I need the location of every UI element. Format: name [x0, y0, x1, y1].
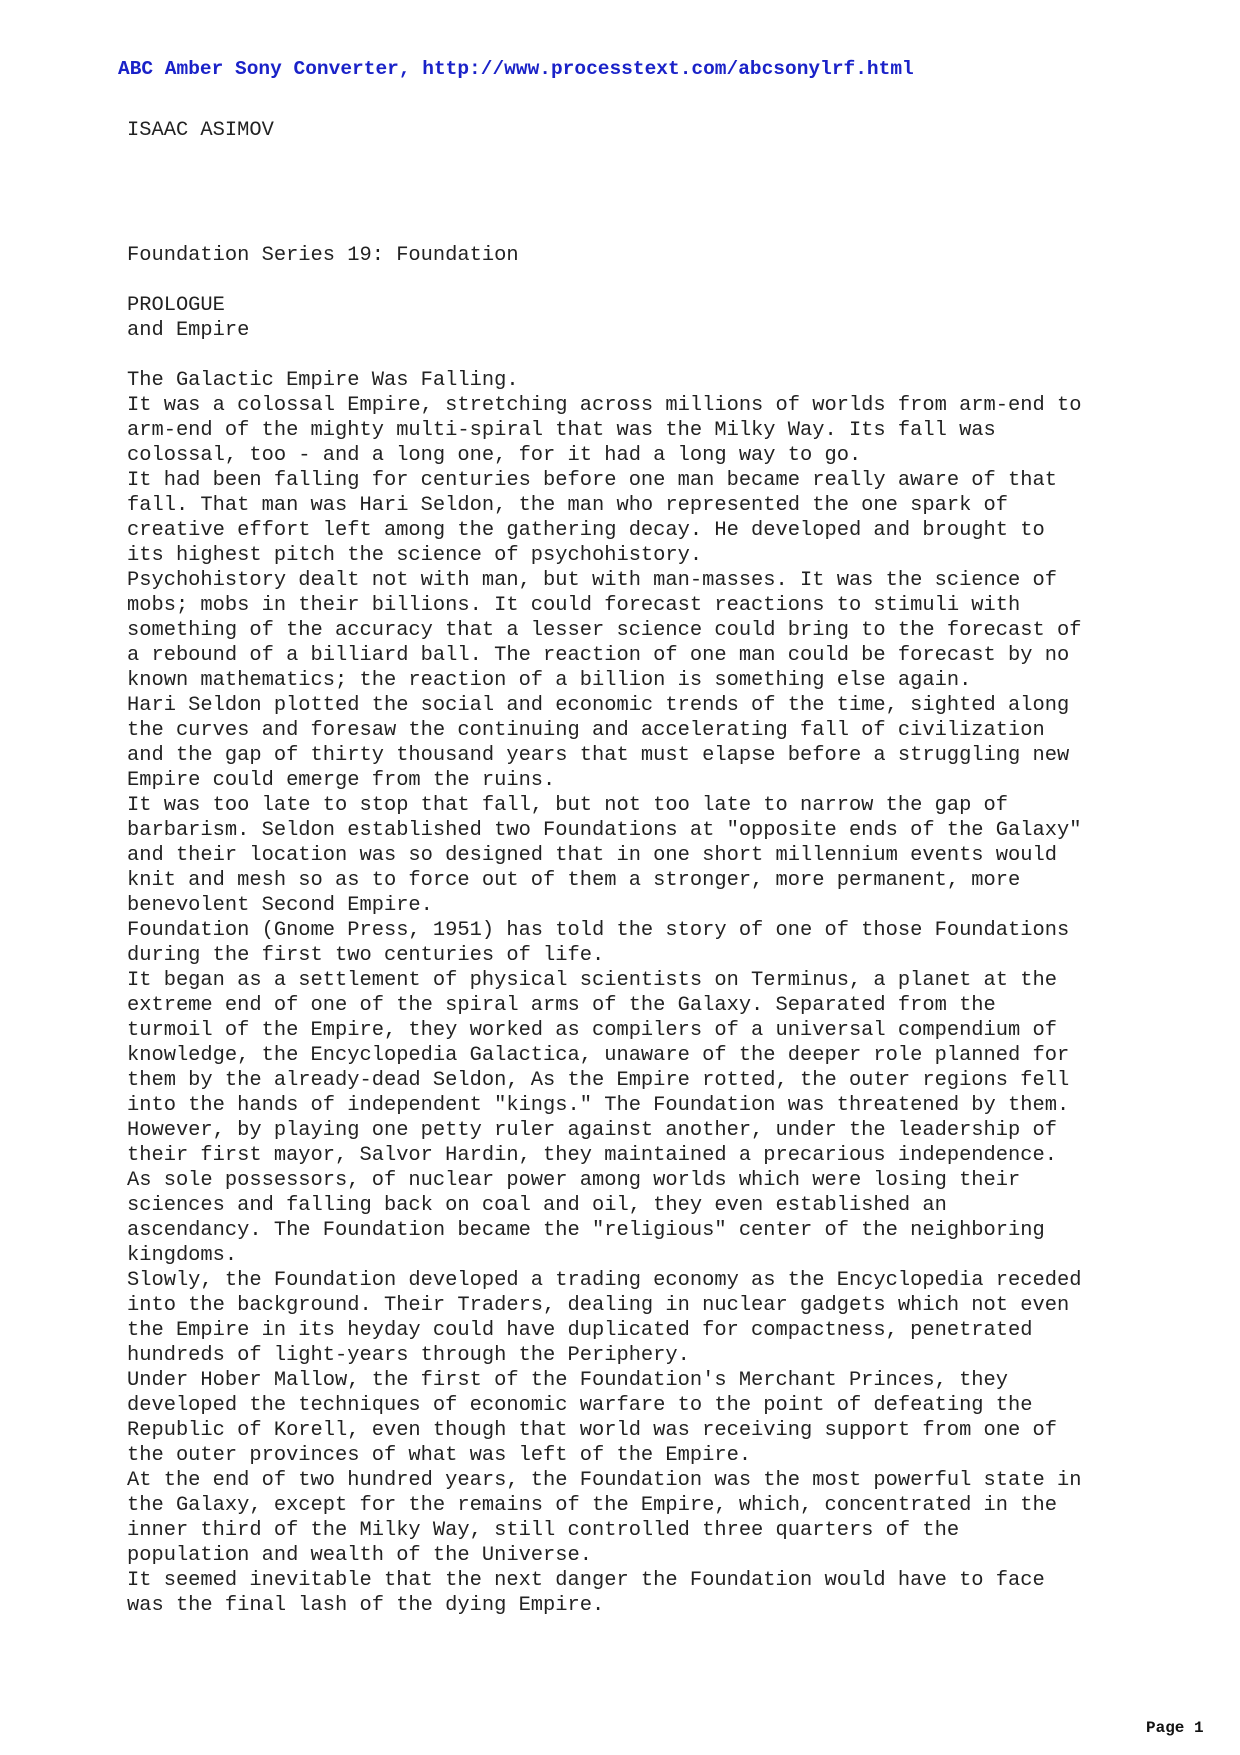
- body-line: them by the already-dead Seldon, As the Empire rotted, the outer regions fell: [127, 1069, 1070, 1092]
- body-line: At the end of two hundred years, the Foundation was the most powerful state in: [127, 1469, 1082, 1492]
- converter-header-link[interactable]: ABC Amber Sony Converter, http://www.processtext.com/abcsonylrf.html: [118, 58, 914, 80]
- body-line: fall. That man was Hari Seldon, the man who represented the one spark of: [127, 494, 1009, 517]
- body-line: barbarism. Seldon established two Foundations at "opposite ends of the Galaxy": [127, 819, 1082, 842]
- body-line: something of the accuracy that a lesser science could bring to the forecast of: [127, 619, 1082, 642]
- body-line: creative effort left among the gathering decay. He developed and brought to: [127, 519, 1045, 542]
- body-line: However, by playing one petty ruler against another, under the leadership of: [127, 1119, 1057, 1142]
- body-line: inner third of the Milky Way, still controlled three quarters of the: [127, 1519, 960, 1542]
- body-line: into the background. Their Traders, dealing in nuclear gadgets which not even: [127, 1294, 1070, 1317]
- body-line: It had been falling for centuries before one man became really aware of that: [127, 469, 1057, 492]
- body-line: It was too late to stop that fall, but not too late to narrow the gap of: [127, 794, 1009, 817]
- author-name: ISAAC ASIMOV: [127, 119, 274, 142]
- body-line: It was a colossal Empire, stretching across millions of worlds from arm-end to: [127, 394, 1082, 417]
- body-line: Under Hober Mallow, the first of the Foundation's Merchant Princes, they: [127, 1369, 1009, 1392]
- body-line: hundreds of light-years through the Periphery.: [127, 1344, 690, 1367]
- title-line: and Empire: [127, 319, 250, 342]
- body-line: their first mayor, Salvor Hardin, they maintained a precarious independence.: [127, 1144, 1057, 1167]
- body-line: and the gap of thirty thousand years that must elapse before a struggling new: [127, 744, 1070, 767]
- body-line: kingdoms.: [127, 1244, 238, 1267]
- title-line: Foundation Series 19: Foundation: [127, 244, 519, 267]
- body-line: turmoil of the Empire, they worked as compilers of a universal compendium of: [127, 1019, 1057, 1042]
- body-line: the outer provinces of what was left of the Empire.: [127, 1444, 752, 1467]
- body-line: during the first two centuries of life.: [127, 944, 605, 967]
- body-line: population and wealth of the Universe.: [127, 1544, 592, 1567]
- body-text: [127, 368, 1081, 1618]
- body-line: It seemed inevitable that the next danger the Foundation would have to face: [127, 1569, 1045, 1592]
- body-line: the Galaxy, except for the remains of the Empire, which, concentrated in the: [127, 1494, 1057, 1517]
- body-line: the Empire in its heyday could have duplicated for compactness, penetrated: [127, 1319, 1033, 1342]
- body-line: and their location was so designed that in one short millennium events would: [127, 844, 1057, 867]
- section-heading: PROLOGUE: [127, 294, 225, 317]
- body-line: knit and mesh so as to force out of them a stronger, more permanent, more: [127, 869, 1021, 892]
- page-number: Page 1: [1146, 1719, 1204, 1737]
- body-line: As sole possessors, of nuclear power among worlds which were losing their: [127, 1169, 1021, 1192]
- body-line: benevolent Second Empire.: [127, 894, 433, 917]
- body-line: Hari Seldon plotted the social and economic trends of the time, sighted along: [127, 694, 1070, 717]
- body-line: colossal, too - and a long one, for it had a long way to go.: [127, 444, 862, 467]
- body-line: Foundation (Gnome Press, 1951) has told the story of one of those Foundations: [127, 919, 1070, 942]
- body-line: the curves and foresaw the continuing and accelerating fall of civilization: [127, 719, 1045, 742]
- body-line: known mathematics; the reaction of a billion is something else again.: [127, 669, 972, 692]
- body-line: Psychohistory dealt not with man, but with man-masses. It was the science of: [127, 569, 1057, 592]
- body-line: ascendancy. The Foundation became the "religious" center of the neighboring: [127, 1219, 1045, 1242]
- body-line: a rebound of a billiard ball. The reaction of one man could be forecast by no: [127, 644, 1070, 667]
- body-line: extreme end of one of the spiral arms of the Galaxy. Separated from the: [127, 994, 996, 1017]
- body-line: Empire could emerge from the ruins.: [127, 769, 556, 792]
- body-line: mobs; mobs in their billions. It could forecast reactions to stimuli with: [127, 594, 1021, 617]
- body-line: Republic of Korell, even though that world was receiving support from one of: [127, 1419, 1057, 1442]
- body-line: The Galactic Empire Was Falling.: [127, 369, 519, 392]
- body-line: its highest pitch the science of psychohistory.: [127, 544, 703, 567]
- body-line: into the hands of independent "kings." The Foundation was threatened by them.: [127, 1094, 1070, 1117]
- body-line: arm-end of the mighty multi-spiral that was the Milky Way. Its fall was: [127, 419, 996, 442]
- body-line: developed the techniques of economic warfare to the point of defeating the: [127, 1394, 1033, 1417]
- body-line: knowledge, the Encyclopedia Galactica, unaware of the deeper role planned for: [127, 1044, 1070, 1067]
- body-line: sciences and falling back on coal and oil, they even established an: [127, 1194, 947, 1217]
- body-line: It began as a settlement of physical scientists on Terminus, a planet at the: [127, 969, 1057, 992]
- body-line: was the final lash of the dying Empire.: [127, 1594, 605, 1617]
- body-line: Slowly, the Foundation developed a trading economy as the Encyclopedia receded: [127, 1269, 1082, 1292]
